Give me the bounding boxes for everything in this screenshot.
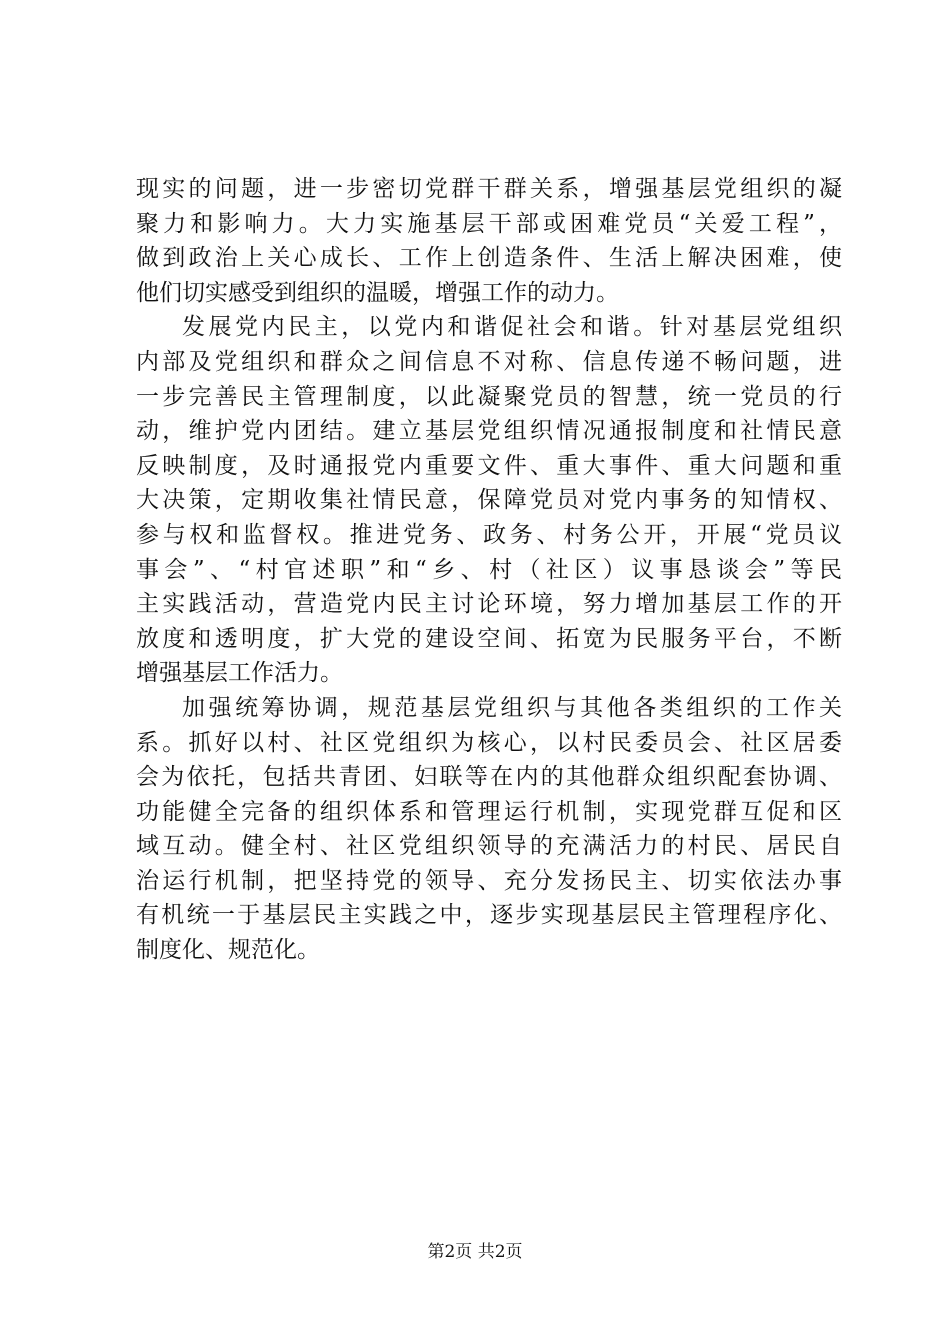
text-line: 会为依托，包括共青团、妇联等在内的其他群众组织配套协调、 bbox=[136, 764, 842, 791]
text-line: 制度化、规范化。 bbox=[136, 937, 320, 964]
text-line: 域互动。健全村、社区党组织领导的充满活力的村民、居民自 bbox=[136, 833, 842, 860]
text-line: 加强统筹协调，规范基层党组织与其他各类组织的工作关 bbox=[182, 694, 842, 721]
text-line: 系。抓好以村、社区党组织为核心，以村民委员会、社区居委 bbox=[136, 729, 842, 756]
text-line: 一步完善民主管理制度，以此凝聚党员的智慧，统一党员的行 bbox=[136, 383, 842, 410]
text-line: 聚力和影响力。大力实施基层干部或困难党员“关爱工程”， bbox=[136, 210, 842, 237]
text-line: 治运行机制，把坚持党的领导、充分发扬民主、切实依法办事 bbox=[136, 867, 842, 894]
page-footer: 第2页 共2页 bbox=[427, 1242, 523, 1262]
text-line: 放度和透明度，扩大党的建设空间、拓宽为民服务平台，不断 bbox=[136, 625, 842, 652]
text-line: 大决策，定期收集社情民意，保障党员对党内事务的知情权、 bbox=[136, 487, 842, 514]
document-body bbox=[136, 172, 842, 968]
text-line: 做到政治上关心成长、工作上创造条件、生活上解决困难，使 bbox=[136, 245, 842, 272]
paragraph bbox=[136, 172, 842, 310]
text-line: 有机统一于基层民主实践之中，逐步实现基层民主管理程序化、 bbox=[136, 902, 842, 929]
text-line: 发展党内民主，以党内和谐促社会和谐。针对基层党组织 bbox=[182, 314, 842, 341]
text-line: 事会”、“村官述职”和“乡、村（社区）议事恳谈会”等民 bbox=[136, 556, 842, 583]
paragraph bbox=[136, 691, 842, 968]
text-line: 主实践活动，营造党内民主讨论环境，努力增加基层工作的开 bbox=[136, 591, 842, 618]
text-line: 他们切实感受到组织的温暖，增强工作的动力。 bbox=[136, 279, 619, 306]
text-line: 增强基层工作活力。 bbox=[136, 660, 343, 687]
text-line: 动，维护党内团结。建立基层党组织情况通报制度和社情民意 bbox=[136, 418, 842, 445]
text-line: 现实的问题，进一步密切党群干群关系，增强基层党组织的凝 bbox=[136, 176, 842, 202]
text-line: 功能健全完备的组织体系和管理运行机制，实现党群互促和区 bbox=[136, 798, 842, 825]
paragraph bbox=[136, 310, 842, 691]
text-line: 参与权和监督权。推进党务、政务、村务公开，开展“党员议 bbox=[136, 521, 842, 548]
text-line: 反映制度，及时通报党内重要文件、重大事件、重大问题和重 bbox=[136, 452, 842, 479]
text-line: 内部及党组织和群众之间信息不对称、信息传递不畅问题，进 bbox=[136, 348, 842, 375]
